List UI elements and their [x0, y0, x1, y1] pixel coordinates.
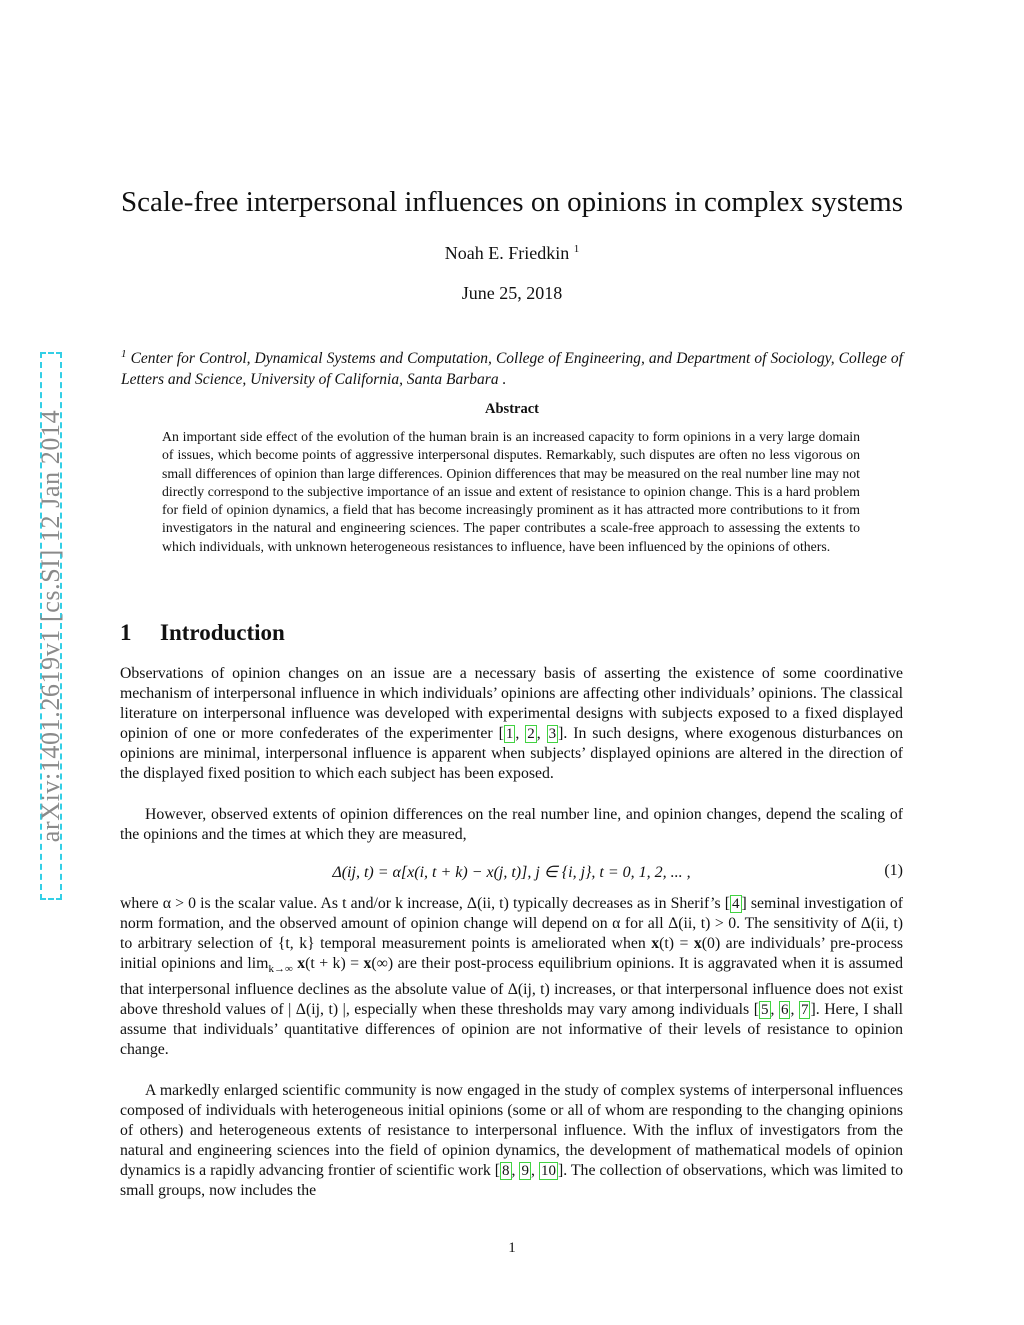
- citation-link[interactable]: 8: [502, 1163, 510, 1180]
- citation-group: [ 8 , 9 , 10 ]: [494, 1162, 564, 1180]
- paper-title: Scale-free interpersonal influences on opinions in complex systems: [121, 186, 903, 218]
- citation-link[interactable]: 7: [800, 1001, 809, 1018]
- author-name: Noah E. Friedkin: [444, 243, 570, 263]
- paragraph-text: where α > 0 is the scalar value. As t and/or k increase, Δ(ii, t) typically decreases as in Sherif’s: [120, 895, 725, 912]
- citation-link[interactable]: 3: [548, 726, 557, 743]
- vector-symbol: x: [297, 955, 306, 973]
- author-line: [0, 243, 1024, 264]
- intro-paragraph-2: However, observed extents of opinion differences on the real number line, and opinion changes, depend the scaling of the opinions and the times at which they are measured,: [120, 806, 903, 844]
- arxiv-identifier[interactable]: arXiv:1401.2619v1 [cs.SI] 12 Jan 2014: [36, 409, 65, 843]
- vector-symbol: x: [363, 955, 372, 973]
- citation-link[interactable]: 6: [780, 1001, 789, 1018]
- paragraph-text: Observations of opinion changes on an issue are a necessary basis of asserting the existence of some coordinative mechanism of interpersonal influence in which individuals’ opinions are affecting other individuals’ opinions. The classical literature on interpersonal influence was developed with experimental designs with subjects exposed to a fixed displayed opinion of one or more confederates of the experimenter: [120, 665, 903, 743]
- citation-link[interactable]: 1: [505, 726, 514, 743]
- citation-group: [ 1 , 2 , 3 ]: [498, 725, 564, 743]
- author-affiliation-marker: 1: [573, 243, 580, 255]
- paragraph-text: seminal investigation of norm formation, and the observed amount of opinion change will depend on α for all Δ(ii, t) > 0. The sensitivity of Δ(ii, t) to arbitrary selection of {t, k} temporal measurement points is ameliorated when: [120, 895, 903, 953]
- citation-link[interactable]: 4: [732, 896, 740, 912]
- abstract-body: An important side effect of the evolution of the human brain is an increased capacity to form opinions in a very large domain of issues, which become points of aggressive interpersonal disputes. Remarkably, such disputes are often no less vigorous on small differences of opinion than large differences. Opinion differences that may be measured on the real number line may not directly correspond to the subjective importance of an issue and extent of resistance to opinion change. This is a hard problem for field of opinion dynamics, a field that has become increasingly prominent as it has attracted more contributions to it from investigators in the natural and engineering sciences. The paper contributes a scale-free approach to assessing the extents to which individuals, with unknown heterogeneous resistances to influence, have been influenced by the opinions of others.: [162, 429, 860, 554]
- citation-group: [ 4 ]: [724, 895, 747, 912]
- citation-group: [ 5 , 6 , 7 ]: [753, 1000, 816, 1018]
- paragraph-text: . Here, I shall assume that individuals’ quantitative differences of opinion are not informative of their levels of resistance to opinion change.: [120, 1000, 903, 1058]
- citation-link[interactable]: 9: [521, 1163, 529, 1180]
- citation-link[interactable]: 2: [527, 726, 535, 743]
- intro-paragraph-4: [120, 1081, 903, 1202]
- paragraph-text: (0) are individuals’ pre-process initial opinions and lim: [120, 935, 903, 973]
- equation-number: (1): [884, 862, 903, 879]
- section-heading: [120, 620, 285, 646]
- paragraph-text: (∞) are their post-process equilibrium opinions. It is aggravated when it is assumed that interpersonal influence declines as the absolute value of Δ(ij, t) increases, or that interpersonal influence does not exist above threshold values of | Δ(ij, t) |, especially when these thresholds may vary among individuals: [120, 955, 903, 1018]
- citation-link[interactable]: 5: [761, 1001, 769, 1018]
- affiliation: [121, 344, 903, 390]
- intro-paragraph-1: [120, 664, 903, 785]
- paragraph-text: . The collection of observations, which was limited to small groups, now includes the: [120, 1162, 903, 1200]
- paragraph-text: (t + k) =: [305, 955, 364, 973]
- affiliation-marker: 1: [121, 348, 127, 360]
- citation-link[interactable]: 10: [540, 1163, 556, 1180]
- equation-body: Δ(ij, t) = α[x(i, t + k) − x(j, t)], j ∈ {i, j}, t = 0, 1, 2, ... ,: [332, 864, 691, 881]
- arxiv-stamp: [36, 352, 65, 900]
- vector-symbol: x: [693, 935, 702, 953]
- abstract-heading: Abstract: [485, 401, 539, 417]
- vector-symbol: x: [651, 935, 660, 953]
- page-number: 1: [508, 1240, 516, 1256]
- affiliation-text: Center for Control, Dynamical Systems and Computation, College of Engineering, and Department of Sociology, College of Letters and Science, University of California, Santa Barbara .: [121, 350, 903, 389]
- paragraph-text: . In such designs, where exogenous disturbances on opinions are minimal, interpersonal influence is apparent when subjects’ displayed opinions are altered in the direction of the displayed fixed position to which each subject has been exposed.: [120, 725, 903, 783]
- paragraph-text: (t) =: [659, 935, 694, 953]
- section-number: 1: [120, 620, 132, 645]
- limit-subscript: k→∞: [268, 963, 293, 976]
- paragraph-text: A markedly enlarged scientific community is now engaged in the study of complex systems of interpersonal influences composed of individuals with heterogeneous initial opinions (some or all of whom are responding to the changing opinions of others) and heterogeneous extents of resistance to interpersonal influence. With the influx of investigators from the natural and engineering sciences into the field of opinion dynamics, the development of mathematical models of opinion dynamics is a rapidly advancing frontier of scientific work: [120, 1082, 903, 1180]
- intro-paragraph-3: [120, 894, 903, 1060]
- section-title: Introduction: [160, 620, 285, 645]
- paper-date: June 25, 2018: [461, 283, 563, 303]
